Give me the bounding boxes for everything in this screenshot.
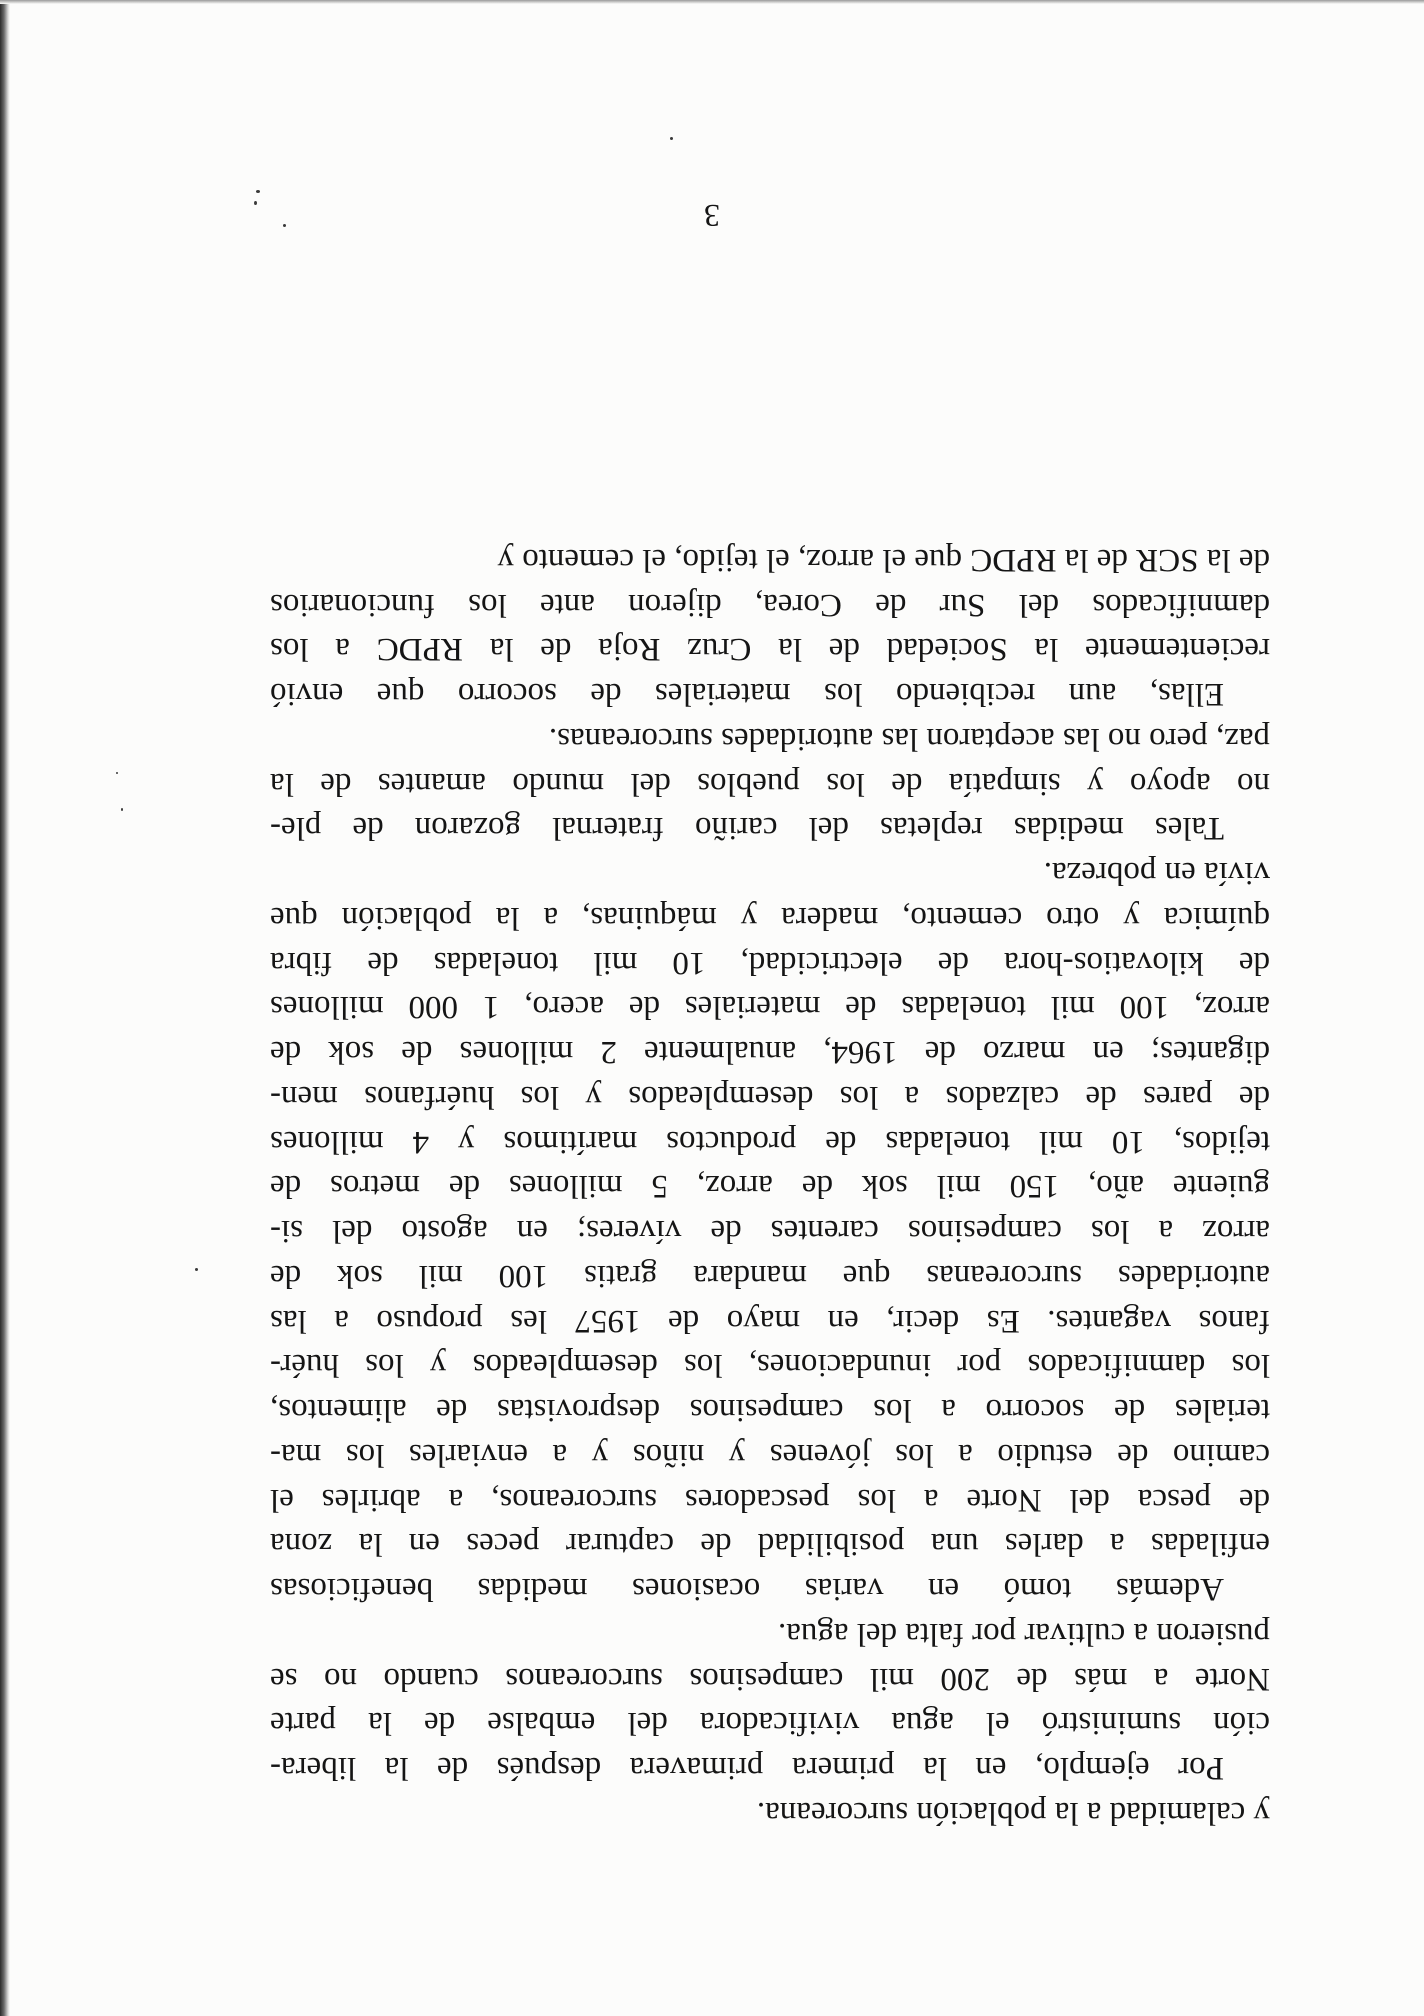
text-line: de pares de calzados a los desempleados y los huérfanos men-	[270, 1079, 1270, 1115]
text-line: y calamidad a la población surcoreana.	[756, 1795, 1270, 1831]
text-line: ción suministró el agua vivificadora del embalse de la parte	[270, 1705, 1270, 1742]
text-line: Norte a más de 200 mil campesinos surcoreanos cuando no se	[270, 1660, 1270, 1697]
text-line: Ellas, aun recibiendo los materiales de socorro que envió	[270, 676, 1224, 713]
text-line: recientemente la Sociedad de la Cruz Roja de la RPDC a los	[270, 631, 1270, 668]
text-line: guiente año, 150 mil sok de arroz, 5 millones de metros de	[270, 1168, 1270, 1205]
scan-speck	[116, 772, 118, 774]
paragraph	[270, 851, 1270, 1612]
text-line: Tales medidas repletas del cariño fraternal gozaron de ple-	[270, 810, 1224, 847]
body-text	[270, 537, 1270, 1835]
paragraph	[270, 537, 1270, 716]
paragraph	[270, 1611, 1270, 1790]
paragraph	[270, 716, 1270, 850]
text-line: digantes; en marzo de 1964, anualmente 2 millones de sok de	[270, 1034, 1270, 1071]
text-line: Por ejemplo, en la primera primavera después de la libera-	[270, 1750, 1224, 1787]
scan-speck	[195, 1268, 198, 1271]
text-line: de pesca del Norte a los pescadores surcoreanos, a abrirles el	[270, 1481, 1270, 1518]
page-number: 3	[704, 198, 720, 234]
text-line: teriales de socorro a los campesinos desprovistas de alimentos,	[270, 1392, 1270, 1429]
text-line: de kilovatios-hora de electricidad, 10 mil toneladas de fibra	[270, 944, 1270, 981]
scan-speck	[254, 201, 257, 205]
text-line: fanos vagantes. Es decir, en mayo de 1957 les propuso a las	[270, 1302, 1270, 1339]
scan-speck	[670, 137, 673, 140]
text-line: de la SCR de la RPDC que el arroz, el tejido, el cemento y	[497, 542, 1270, 578]
text-line: paz, pero no las aceptaron las autoridades surcoreanas.	[548, 721, 1270, 757]
text-line: tejidos, 10 mil toneladas de productos marítimos y 4 millones	[270, 1123, 1270, 1160]
text-line: Además tomó en varias ocasiones medidas beneficiosas	[270, 1571, 1224, 1608]
scan-speck	[283, 224, 286, 227]
text-line: autoridades surcoreanas que mandara gratis 100 mil sok de	[270, 1258, 1270, 1294]
text-line: química y otro cemento, madera y máquinas, a la población que	[270, 900, 1270, 936]
scan-speck	[256, 190, 260, 193]
text-line: los damnificados por inundaciones, los desempleados y los huér-	[270, 1347, 1270, 1384]
scan-speck	[121, 808, 123, 811]
text-line: damnificados del Sur de Corea, dijeron ante los funcionarios	[270, 586, 1270, 623]
text-line: arroz, 100 mil toneladas de materiales de acero, 1 000 millones	[270, 989, 1270, 1026]
text-line: vivía en pobreza.	[1043, 855, 1270, 892]
text-line: camino de estudio a los jóvenes y niños y a enviarles los ma-	[270, 1437, 1270, 1473]
text-line: enfiladas a darles una posibilidad de capturar peces en la zona	[270, 1526, 1270, 1563]
text-line: pusieron a cultivar por falta del agua.	[777, 1616, 1270, 1652]
text-line: arroz a los campesinos carentes de víveres; en agosto del si-	[270, 1213, 1270, 1250]
text-line: no apoyo y simpatía de los pueblos del mundo amantes de la	[270, 765, 1270, 802]
paragraph	[270, 1790, 1270, 1835]
